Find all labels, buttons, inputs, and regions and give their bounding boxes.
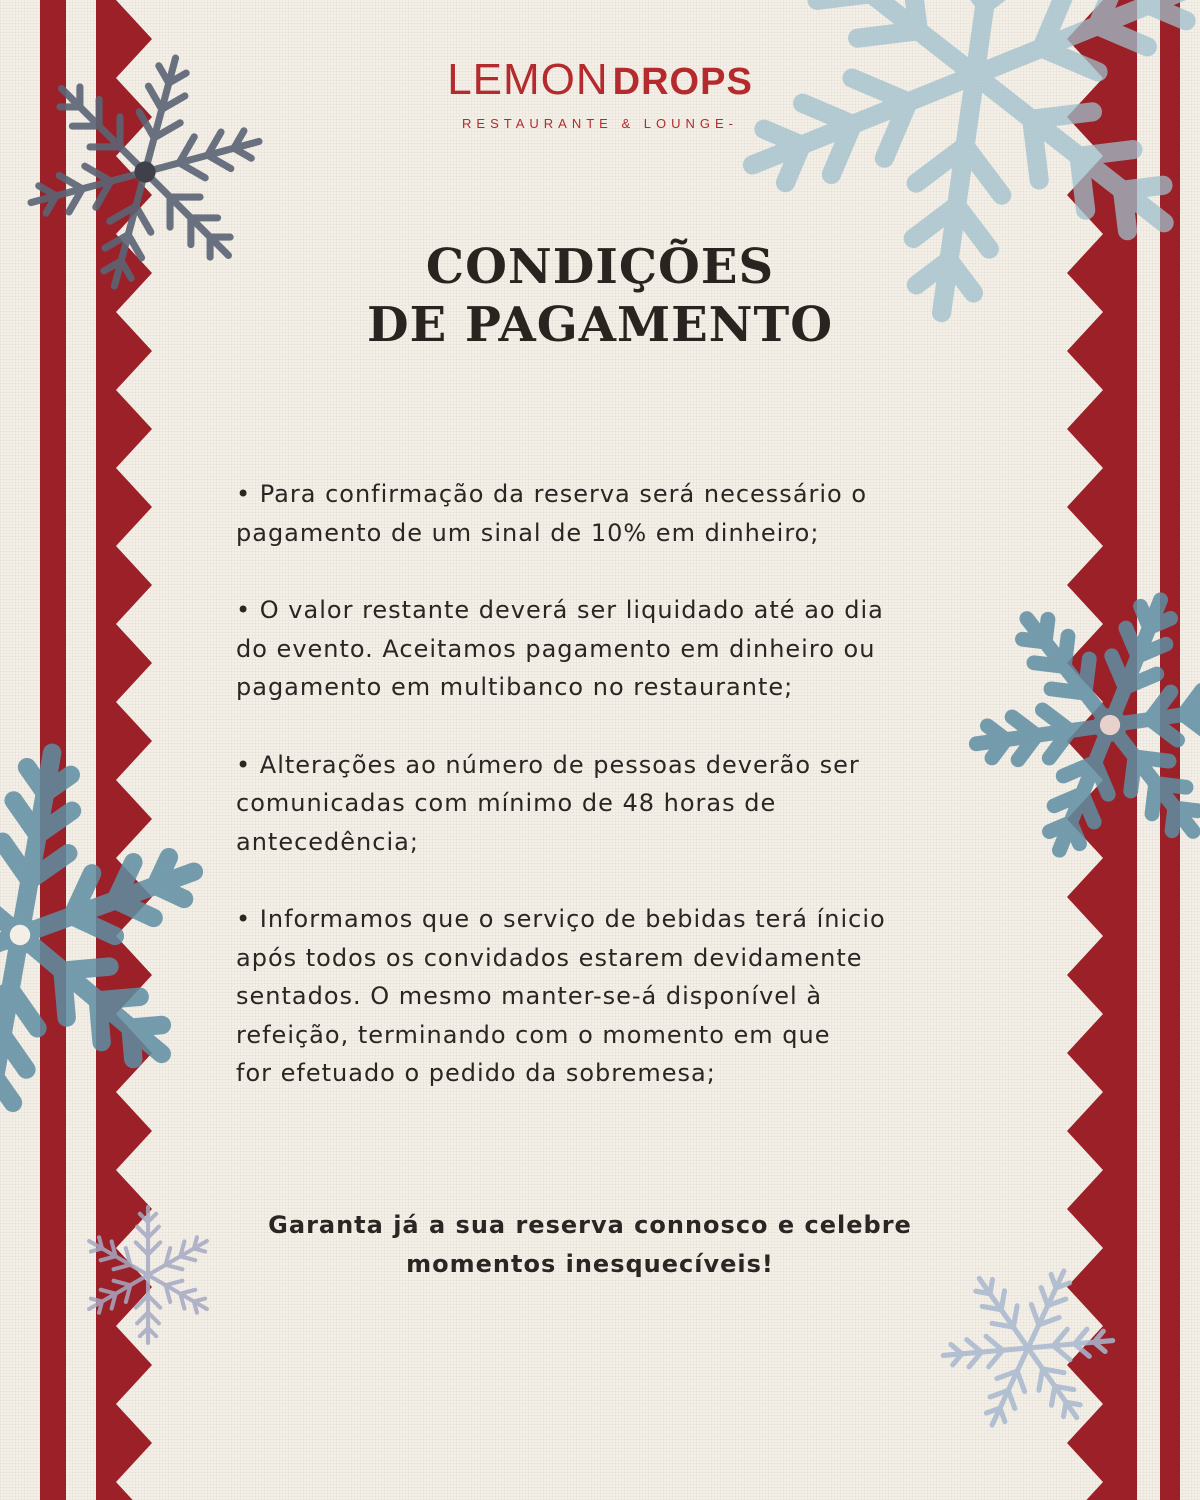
title-line-2: DE PAGAMENTO (366, 297, 834, 353)
brand-name-drops: DROPS (612, 61, 753, 103)
closing-message: Garanta já a sua reserva connosco e celebre momentos inesquecíveis! (268, 1211, 912, 1278)
condition-item: • Alterações ao número de pessoas deverão ser comunicadas com mínimo de 48 horas de antecedência; (236, 750, 860, 856)
brand-name (0, 56, 1200, 106)
brand-tagline: RESTAURANTE & LOUNGE- (462, 116, 738, 131)
title-line-1: CONDIÇÕES (425, 239, 775, 295)
condition-item: • O valor restante deverá ser liquidado até ao dia do evento. Aceitamos pagamento em dinheiro ou pagamento em multibanco no restaurante; (236, 596, 884, 701)
page-title (0, 238, 1200, 354)
condition-item: • Para confirmação da reserva será necessário o pagamento de um sinal de 10% em dinheiro; (236, 480, 868, 547)
condition-item: • Informamos que o serviço de bebidas terá ínicio após todos os convidados estarem devidamente sentados. O mesmo manter-se-á disponível à refeição, terminando com o momento em que for efetuado o pedido da sobremesa; (236, 905, 886, 1087)
brand-name-lemon: LEMON (447, 55, 609, 104)
brand-logo (0, 56, 1200, 131)
conditions-list (236, 475, 996, 1132)
